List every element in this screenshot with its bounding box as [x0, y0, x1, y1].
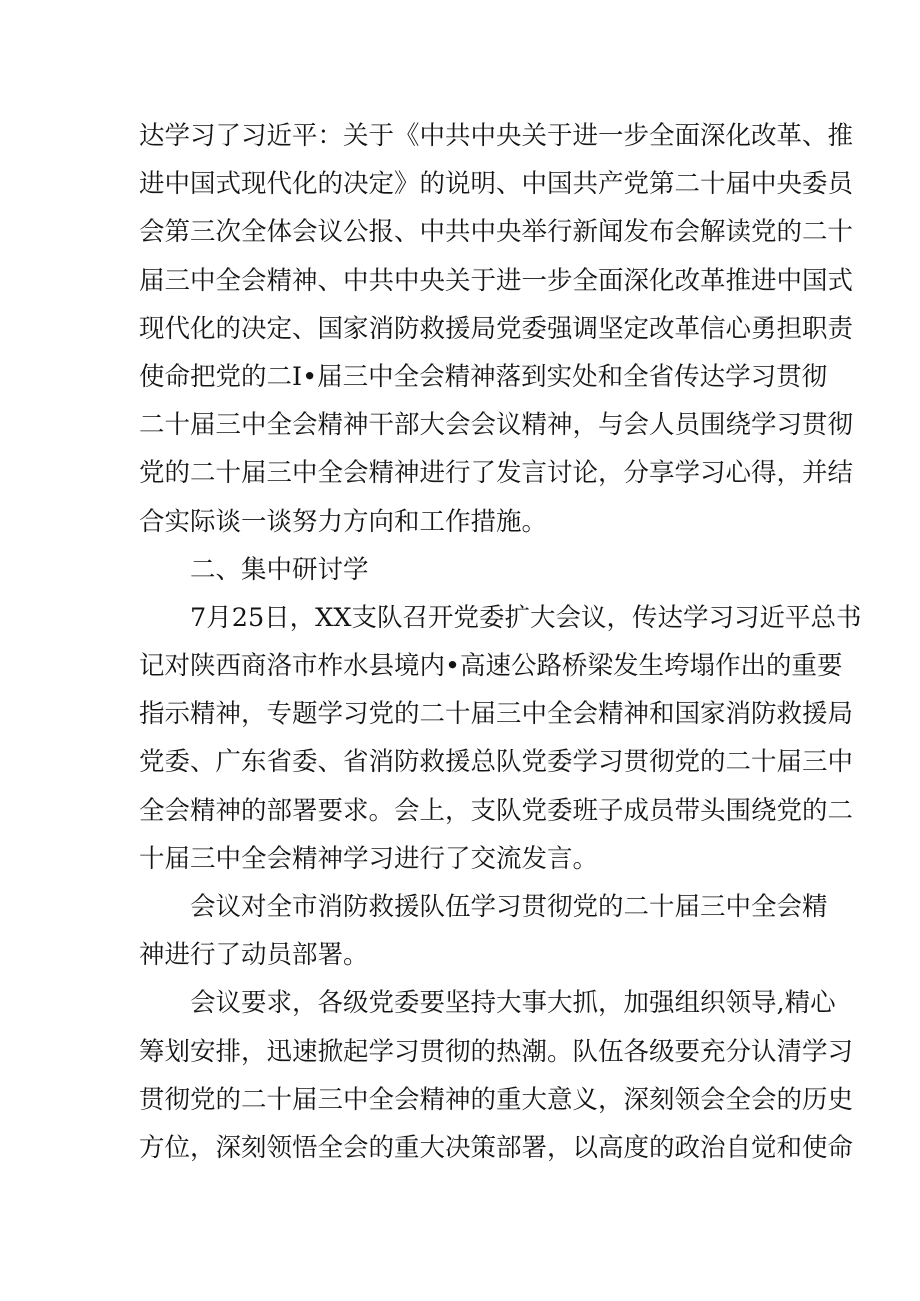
paragraph-line: 党的二十届三中全会精神进行了发言讨论，分享学习心得，并结 [139, 458, 854, 489]
paragraph-line: 届三中全会精神、中共中央关于进一步全面深化改革推进中国式 [139, 265, 854, 296]
paragraph-line: 筹划安排，迅速掀起学习贯彻的热潮。队伍各级要充分认清学习 [139, 1036, 854, 1067]
paragraph-2 [139, 594, 862, 883]
paragraph-line: 记对陕西商洛市柞水县境内•高速公路桥梁发生垮塌作出的重要 [139, 651, 843, 682]
paragraph-line: 7月25日，XX支队召开党委扩大会议，传达学习习近平总书 [190, 602, 862, 633]
paragraph-line: 方位，深刻领悟全会的重大决策部署，以高度的政治自觉和使命 [139, 1132, 854, 1163]
paragraph-line: 达学习了习近平：关于《中共中央关于进一步全面深化改革、推 [139, 121, 854, 151]
document-body [139, 112, 862, 1172]
paragraph-line: 合实际谈一谈努力方向和工作措施。 [139, 506, 548, 537]
paragraph-line: 现代化的决定、国家消防救援局党委强调坚定改革信心勇担职责 [139, 313, 854, 344]
paragraph-1 [139, 112, 854, 546]
paragraph-line: 指示精神，专题学习党的二十届三中全会精神和国家消防救援局 [139, 699, 854, 730]
paragraph-line: 十届三中全会精神学习进行了交流发言。 [139, 843, 599, 874]
section-heading: 二、集中研讨学 [190, 554, 369, 585]
paragraph-line: 党委、广东省委、省消防救援总队党委学习贯彻党的二十届三中 [139, 747, 854, 778]
paragraph-3 [139, 883, 828, 979]
paragraph-line: 全会精神的部署要求。会上，支队党委班子成员带头围绕党的二 [139, 795, 854, 826]
paragraph-line: 二十届三中全会精神干部大会会议精神，与会人员围绕学习贯彻 [139, 410, 854, 441]
paragraph-line: 使命把党的二I•届三中全会精神落到实处和全省传达学习贯彻 [139, 361, 828, 392]
paragraph-line: 会议要求，各级党委要坚持大事大抓，加强组织领导,精心 [190, 988, 836, 1019]
paragraph-line: 进中国式现代化的决定》的说明、中国共产党第二十届中央委员 [139, 169, 854, 200]
paragraph-line: 会第三次全体会议公报、中共中央举行新闻发布会解读党的二十 [139, 217, 854, 248]
paragraph-line: 贯彻党的二十届三中全会精神的重大意义，深刻领会全会的历史 [139, 1084, 854, 1115]
paragraph-4 [139, 979, 854, 1172]
paragraph-line: 会议对全市消防救援队伍学习贯彻党的二十届三中全会精 [190, 892, 828, 922]
paragraph-line: 神进行了动员部署。 [139, 940, 369, 971]
